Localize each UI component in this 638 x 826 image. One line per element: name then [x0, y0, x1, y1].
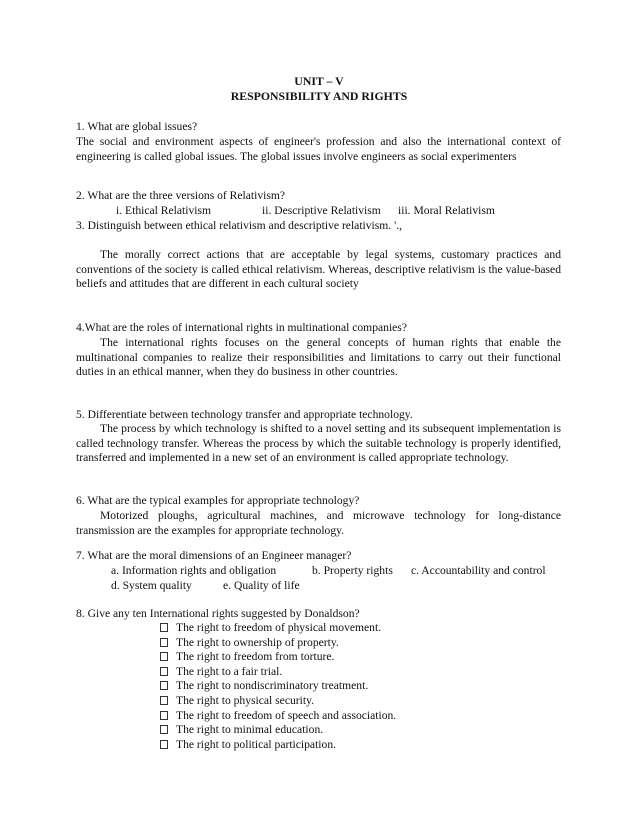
- list-item: The right to freedom of speech and association.: [160, 709, 396, 724]
- option-7-d: d. System quality: [111, 579, 192, 592]
- checkbox-bullet-icon: [160, 740, 168, 749]
- list-item: The right to minimal education.: [160, 723, 396, 738]
- checkbox-bullet-icon: [160, 696, 168, 705]
- option-2-ii: ii. Descriptive Relativism: [262, 204, 381, 217]
- question-5: 5. Differentiate between technology transfer and appropriate technology.: [76, 408, 413, 421]
- list-item: The right to freedom from torture.: [160, 650, 396, 665]
- answer-3: The morally correct actions that are acceptable by legal systems, customary practices and conventions of the society is called ethical relativism. Whereas, descriptive relativism is the value-based beliefs and attitudes that are different in each cultural society: [76, 248, 561, 291]
- checkbox-bullet-icon: [160, 667, 168, 676]
- question-1: 1. What are global issues?: [76, 120, 198, 133]
- list-item: The right to a fair trial.: [160, 665, 396, 680]
- option-2-i: i. Ethical Relativism: [116, 204, 211, 217]
- question-7-options: [76, 564, 576, 594]
- option-7-e: e. Quality of life: [223, 579, 300, 592]
- list-item: The right to ownership of property.: [160, 636, 396, 651]
- checkbox-bullet-icon: [160, 681, 168, 690]
- list-item: The right to political participation.: [160, 738, 396, 753]
- list-item: The right to physical security.: [160, 694, 396, 709]
- option-7-b: b. Property rights: [312, 564, 393, 577]
- checkbox-bullet-icon: [160, 638, 168, 647]
- question-8: 8. Give any ten International rights suggested by Donaldson?: [76, 607, 360, 620]
- list-item: The right to nondiscriminatory treatment.: [160, 679, 396, 694]
- rights-list: [160, 621, 396, 752]
- page-title: RESPONSIBILITY AND RIGHTS: [230, 89, 408, 103]
- question-3: 3. Distinguish between ethical relativism and descriptive relativism. '.,: [76, 219, 402, 232]
- option-2-iii: iii. Moral Relativism: [398, 204, 495, 217]
- question-7: 7. What are the moral dimensions of an Engineer manager?: [76, 549, 352, 562]
- option-7-c: c. Accountability and control: [411, 564, 546, 577]
- answer-6: Motorized ploughs, agricultural machines, and microwave technology for long-distance transmission are the examples for appropriate technology.: [76, 509, 561, 537]
- question-2: 2. What are the three versions of Relativism?: [76, 189, 286, 202]
- option-7-a: a. Information rights and obligation: [111, 564, 277, 577]
- answer-5: The process by which technology is shifted to a novel setting and its subsequent implementation is called technology transfer. Whereas the process by which the suitable technology is properly identified, transferred and implemented in a new set of an environment is called appropriate technology.: [76, 422, 561, 465]
- checkbox-bullet-icon: [160, 652, 168, 661]
- checkbox-bullet-icon: [160, 623, 168, 632]
- answer-1: The social and environment aspects of engineer's profession and also the international context of engineering is called global issues. The global issues involve engineers as social experimenters: [76, 135, 561, 163]
- checkbox-bullet-icon: [160, 711, 168, 720]
- list-item: The right to freedom of physical movement.: [160, 621, 396, 636]
- question-4: 4.What are the roles of international rights in multinational companies?: [76, 321, 407, 334]
- question-6: 6. What are the typical examples for appropriate technology?: [76, 494, 360, 507]
- answer-4: The international rights focuses on the general concepts of human rights that enable the multinational companies to realize their responsibilities and limitations to carry out their functional duties in an ethical manner, when they do business in other countries.: [76, 336, 561, 379]
- checkbox-bullet-icon: [160, 725, 168, 734]
- unit-heading: UNIT – V: [294, 74, 344, 88]
